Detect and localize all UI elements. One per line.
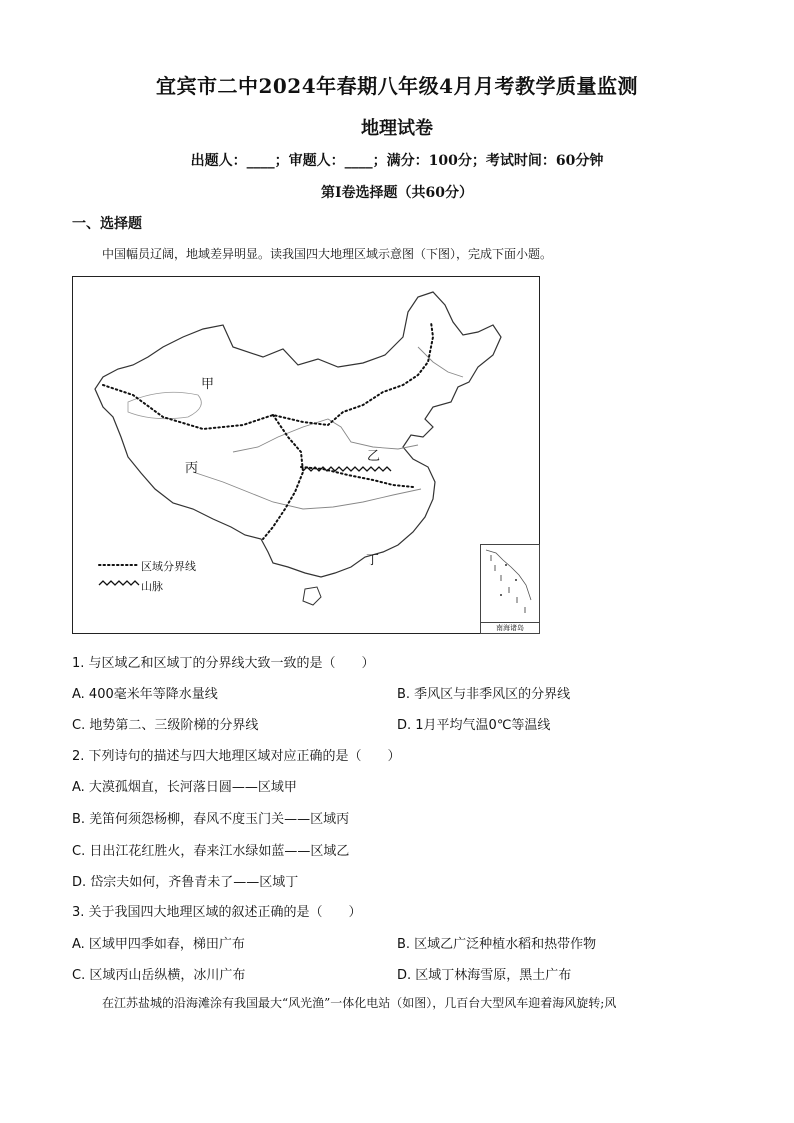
china-outline (95, 292, 501, 577)
question-2-option-b: B. 羌笛何须怨杨柳，春风不度玉门关——区域丙 (72, 812, 350, 827)
south-china-sea-inset (480, 544, 540, 634)
legend-boundary-label: 区域分界线 (141, 560, 196, 573)
legend-mountain-label: 山脉 (141, 580, 163, 593)
label-region-yi: 乙 (367, 449, 381, 464)
boundary-qinghai-tibet (263, 415, 303, 539)
boundary-north-northeast (328, 322, 433, 425)
label-region-jia: 甲 (201, 377, 215, 392)
northeast-river (418, 347, 463, 377)
question-1-option-d: D. 1月平均气温0℃等温线 (397, 718, 551, 733)
inset-caption: 南海诸岛 (481, 622, 539, 633)
yangtze-river (193, 472, 421, 509)
question-3-stem: 3. 关于我国四大地理区域的叙述正确的是（ ） (72, 905, 362, 920)
section-heading: 一、选择题 (72, 216, 142, 232)
china-regions-map (72, 276, 540, 634)
question-1-option-a: A. 400毫米年等降水量线 (72, 687, 218, 702)
question-1-option-b: B. 季风区与非季风区的分界线 (397, 687, 571, 702)
exam-title: 宜宾市二中2024年春期八年级4月月考教学质量监测 (155, 74, 639, 98)
question-intro: 中国幅员辽阔，地域差异明显。读我国四大地理区域示意图（下图），完成下面小题。 (102, 247, 553, 261)
question-2-option-a: A. 大漠孤烟直，长河落日圆——区域甲 (72, 780, 297, 795)
question-2-option-d: D. 岱宗夫如何，齐鲁青未了——区域丁 (72, 875, 299, 890)
question-3-option-c: C. 区域丙山岳纵横，冰川广布 (72, 968, 246, 983)
question-1-option-c: C. 地势第二、三级阶梯的分界线 (72, 718, 259, 733)
label-region-ding: 丁 (366, 553, 380, 568)
qinling-mountain (303, 467, 391, 471)
question-3-option-d: D. 区域丁林海雪原，黑土广布 (397, 968, 572, 983)
question-2-option-c: C. 日出江花红胜火，春来江水绿如蓝——区域乙 (72, 844, 350, 859)
hainan-island (303, 587, 321, 605)
question-3-option-b: B. 区域乙广泛种植水稻和热带作物 (397, 937, 597, 952)
inset-drawing (481, 545, 539, 621)
exam-subtitle: 地理试卷 (361, 118, 433, 139)
volume-heading: 第Ⅰ卷选择题（共60分） (320, 185, 474, 201)
exam-info-line: 出题人：____；审题人：____；满分：100分；考试时间：60分钟 (190, 153, 604, 169)
question-2-stem: 2. 下列诗句的描述与四大地理区域对应正确的是（ ） (72, 749, 401, 764)
label-region-bing: 丙 (185, 461, 199, 476)
question-1-stem: 1. 与区域乙和区域丁的分界线大致一致的是（ ） (72, 656, 375, 671)
legend-mountain-symbol (99, 581, 139, 585)
tarim-basin (128, 392, 201, 418)
next-passage: 在江苏盐城的沿海滩涂有我国最大“风光渔”一体化电站（如图），几百台大型风车迎着海风旋转;风 (102, 996, 617, 1010)
question-3-option-a: A. 区域甲四季如春，梯田广布 (72, 937, 245, 952)
boundary-north-west (103, 385, 328, 429)
